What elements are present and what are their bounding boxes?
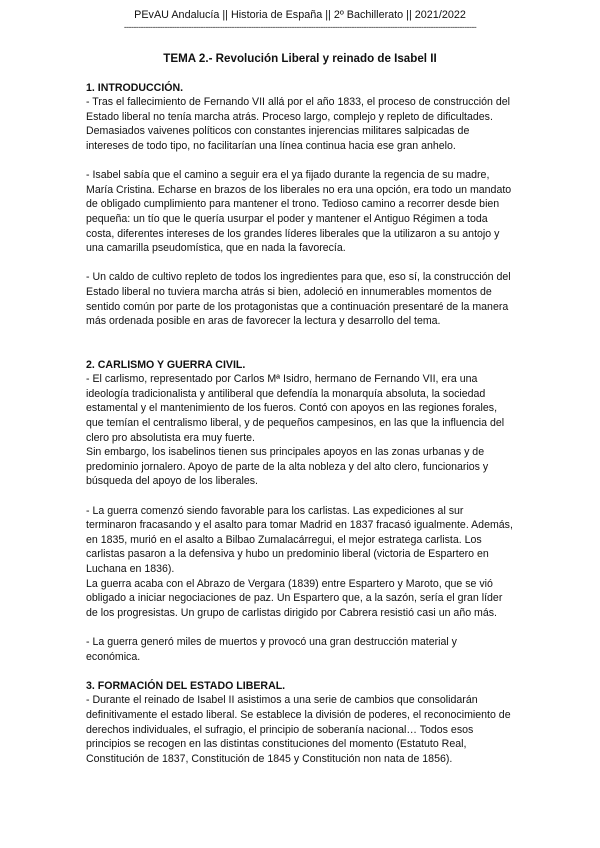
paragraph: - El carlismo, representado por Carlos Mª Isidro, hermano de Fernando VII, era una ideología tradicionalista y antiliberal que defendía la monarquía absoluta, la sociedad estamental y el mantenimiento de los fueros. Contó con apoyos en las regiones forales, que temían el centralismo liberal, y de pequeños campesinos, en las que la influencia del clero pro absolutista era muy fuerte. <box>86 373 505 444</box>
paragraph: - La guerra comenzó siendo favorable para los carlistas. Las expediciones al sur terminaron fracasando y el asalto para tomar Madrid en 1837 fracasó igualmente. Además, en 1835, murió en el asalto a Bilbao Zumalacárregui, el mejor estratega carlista. Los carlistas pasaron a la defensiva y hubo un predominio liberal (victoria de Espartero en Luchana en 1836). <box>86 504 513 575</box>
section-formacion-estado-liberal <box>86 679 514 767</box>
paragraph: La guerra acaba con el Abrazo de Vergara (1839) entre Espartero y Maroto, que se vió obligado a iniciar negociaciones de paz. Un Espartero que, a la sazón, sería el gran líder de los progresistas. Un grupo de carlistas dirigido por Cabrera resistió casi un año más. <box>86 577 503 619</box>
paragraph: Sin embargo, los isabelinos tienen sus principales apoyos en las zonas urbanas y de predominio jornalero. Apoyo de parte de la alta nobleza y del alto clero, funcionarios y búsqueda del apoyo de los liberales. <box>86 446 489 488</box>
document-title: TEMA 2.- Revolución Liberal y reinado de Isabel II <box>163 52 437 65</box>
header-divider: --------------------------------------------------------------------------------------------------------------------------------------------------- <box>123 23 477 32</box>
paragraph: - Isabel sabía que el camino a seguir era el ya fijado durante la regencia de su madre, María Cristina. Echarse en brazos de los liberales no era una opción, era todo un mandato de obligado cumplimiento para mantener el trono. Tedioso camino a recorrer desde bien pequeña: un tío que le quería usurpar el poder y mantener el Antiguo Régimen a toda costa, diferentes intereses de los grandes líderes liberales que la utilizaron a su antojo y una camarilla pseudomística, que en nada la favorecía. <box>86 169 512 255</box>
page-header: PEvAU Andalucía || Historia de España || 2º Bachillerato || 2021/2022 <box>134 9 466 21</box>
section-heading: 1. INTRODUCCIÓN. <box>86 81 184 94</box>
section-carlismo <box>86 358 514 664</box>
section-introduccion <box>86 81 514 329</box>
paragraph: - Durante el reinado de Isabel II asistimos a una serie de cambios que consolidarán definitivamente el estado liberal. Se establece la división de poderes, el reconocimiento de derechos individuales, el sufragio, el principio de soberanía nacional… Todos esos principios se recogen en las distintas constituciones del momento (Estatuto Real, Constitución de 1837, Constitución de 1845 y Constitución non nata de 1856). <box>86 694 511 765</box>
section-heading: 2. CARLISMO Y GUERRA CIVIL. <box>86 358 246 371</box>
paragraph: - La guerra generó miles de muertos y provocó una gran destrucción material y económica. <box>86 635 457 663</box>
paragraph: - Un caldo de cultivo repleto de todos los ingredientes para que, eso sí, la construcción del Estado liberal no tuviera marcha atrás si bien, adoleció en innumerables momentos de sentido común por parte de los protagonistas que a continuación presentaré de la manera más ordenada posible en aras de favorecer la lectura y desarrollo del tema. <box>86 271 511 328</box>
paragraph: - Tras el fallecimiento de Fernando VII allá por el año 1833, el proceso de construcción del Estado liberal no tenía marcha atrás. Proceso largo, complejo y repleto de dificultades. Demasiados vaivenes políticos con constantes injerencias militares salpicadas de intereses de todo tipo, no facilitarían una línea continua hacia ese gran anhelo. <box>86 96 510 152</box>
section-heading: 3. FORMACIÓN DEL ESTADO LIBERAL. <box>86 679 286 692</box>
